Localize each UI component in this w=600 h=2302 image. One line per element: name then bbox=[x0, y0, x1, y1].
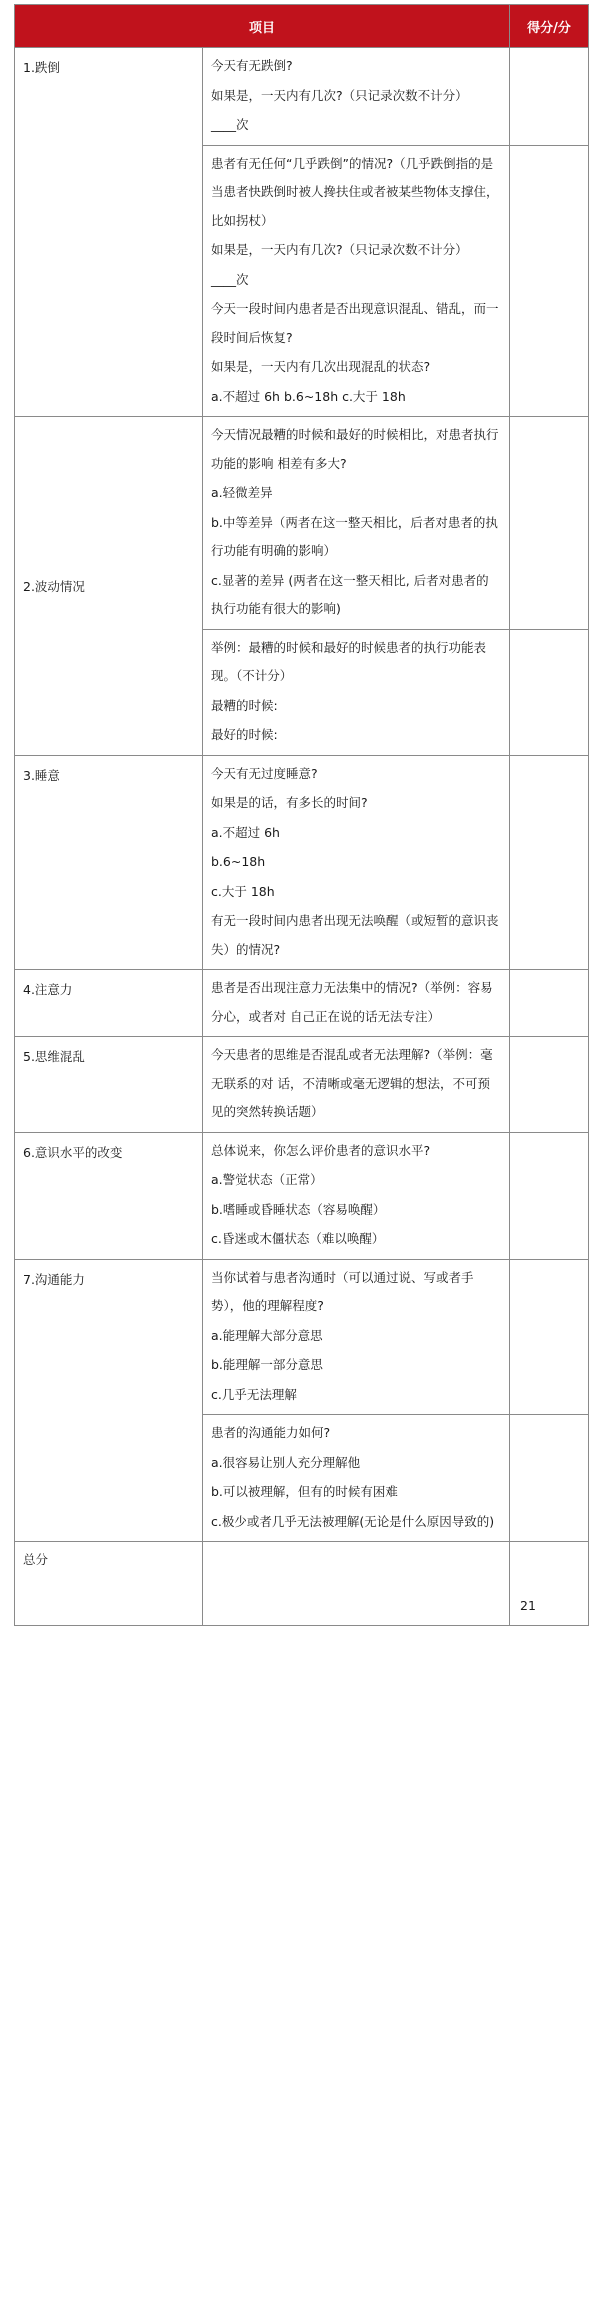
question-line: a.很容易让别人充分理解他 bbox=[211, 1454, 361, 1470]
question-line: a.警觉状态（正常） bbox=[211, 1172, 323, 1187]
question-line: b.能理解一部分意思 bbox=[211, 1357, 323, 1372]
score-cell bbox=[510, 970, 589, 1037]
total-row bbox=[15, 1542, 589, 1626]
table-header-row bbox=[15, 5, 589, 48]
question-line: ____次 bbox=[211, 117, 249, 132]
total-score-value: 21 bbox=[520, 1598, 536, 1613]
question-line: 如果是，一天内有几次出现混乱的状态? bbox=[211, 359, 431, 374]
question-cell bbox=[203, 1132, 510, 1259]
category-cell: 4.注意力 bbox=[15, 970, 203, 1037]
table-body bbox=[15, 48, 589, 1626]
question-cell bbox=[203, 145, 510, 417]
question-line: b.6~18h bbox=[211, 854, 266, 869]
category-cell: 6.意识水平的改变 bbox=[15, 1132, 203, 1259]
question-cell bbox=[203, 48, 510, 146]
question-line: c.昏迷或木僵状态（难以唤醒） bbox=[211, 1231, 385, 1246]
category-cell: 3.睡意 bbox=[15, 755, 203, 970]
table-row bbox=[15, 1132, 589, 1259]
table-row bbox=[15, 1037, 589, 1133]
question-line: 当你试着与患者沟通时（可以通过说、写或者手势），他的理解程度? bbox=[211, 1269, 474, 1313]
category-cell: 1.跌倒 bbox=[15, 48, 203, 417]
total-label: 总分 bbox=[15, 1542, 203, 1626]
table-row bbox=[15, 48, 589, 146]
table-row bbox=[15, 755, 589, 970]
question-line: c.大于 18h bbox=[211, 883, 275, 899]
question-line: 患者有无任何“几乎跌倒”的情况?（几乎跌倒指的是当患者快跌倒时被人搀扶住或者被某些物体支撑住，比如拐杖） bbox=[211, 155, 499, 228]
question-line: ____次 bbox=[211, 271, 249, 287]
question-line: b.可以被理解，但有的时候有困难 bbox=[211, 1484, 398, 1499]
score-cell bbox=[510, 1132, 589, 1259]
header-item: 项目 bbox=[15, 5, 510, 48]
question-line: 今天一段时间内患者是否出现意识混乱、错乱，而一段时间后恢复? bbox=[211, 301, 499, 345]
question-line: c.显著的差异 (两者在这一整天相比, 后者对患者的执行功能有很大的影响) bbox=[211, 572, 489, 616]
question-cell bbox=[203, 1259, 510, 1415]
table-row bbox=[15, 970, 589, 1037]
total-score-cell bbox=[510, 1542, 589, 1626]
score-cell bbox=[510, 629, 589, 755]
question-cell bbox=[203, 970, 510, 1037]
question-cell bbox=[203, 417, 510, 630]
question-line: 今天患者的思维是否混乱或者无法理解?（举例：毫无联系的对 话，不清晰或毫无逻辑的想法，不可预见的突然转换话题） bbox=[211, 1047, 493, 1119]
question-line: c.几乎无法理解 bbox=[211, 1386, 297, 1402]
question-line: 患者是否出现注意力无法集中的情况?（举例：容易分心，或者对 自己正在说的话无法专注） bbox=[211, 980, 493, 1024]
question-line: 今天有无跌倒? bbox=[211, 58, 293, 73]
score-cell bbox=[510, 1037, 589, 1133]
question-line: 总体说来，你怎么评价患者的意识水平? bbox=[211, 1142, 431, 1158]
score-cell bbox=[510, 755, 589, 970]
question-line: 举例：最糟的时候和最好的时候患者的执行功能表现。（不计分） bbox=[211, 639, 487, 683]
category-cell: 5.思维混乱 bbox=[15, 1037, 203, 1133]
question-line: 今天情况最糟的时候和最好的时候相比，对患者执行功能的影响 相差有多大? bbox=[211, 427, 499, 471]
question-line: 如果是，一天内有几次?（只记录次数不计分） bbox=[211, 242, 468, 257]
score-cell bbox=[510, 48, 589, 146]
category-cell: 7.沟通能力 bbox=[15, 1259, 203, 1542]
question-line: 患者的沟通能力如何? bbox=[211, 1425, 331, 1440]
question-cell bbox=[203, 755, 510, 970]
question-line: a.不超过 6h b.6~18h c.大于 18h bbox=[211, 388, 406, 404]
question-line: a.能理解大部分意思 bbox=[211, 1327, 323, 1343]
question-line: 最好的时候: bbox=[211, 727, 278, 742]
question-line: b.嗜睡或昏睡状态（容易唤醒） bbox=[211, 1201, 386, 1217]
category-cell: 2.波动情况 bbox=[15, 417, 203, 756]
question-line: a.不超过 6h bbox=[211, 824, 280, 840]
question-line: b.中等差异（两者在这一整天相比，后者对患者的执行功能有明确的影响） bbox=[211, 514, 498, 558]
score-cell bbox=[510, 1259, 589, 1415]
question-cell bbox=[203, 1037, 510, 1133]
assessment-sheet bbox=[14, 4, 588, 1626]
question-line: 今天有无过度睡意? bbox=[211, 765, 318, 781]
assessment-table bbox=[14, 4, 589, 1626]
table-row bbox=[15, 417, 589, 630]
question-line: 如果是，一天内有几次?（只记录次数不计分） bbox=[211, 87, 468, 103]
question-line: 有无一段时间内患者出现无法唤醒（或短暂的意识丧失）的情况? bbox=[211, 913, 499, 957]
question-line: 如果是的话，有多长的时间? bbox=[211, 795, 368, 810]
question-line: 最糟的时候: bbox=[211, 697, 278, 713]
table-row bbox=[15, 1259, 589, 1415]
question-cell bbox=[203, 629, 510, 755]
header-score: 得分/分 bbox=[510, 5, 589, 48]
score-cell bbox=[510, 1415, 589, 1542]
score-cell bbox=[510, 145, 589, 417]
question-line: a.轻微差异 bbox=[211, 485, 273, 500]
score-cell bbox=[510, 417, 589, 630]
total-blank-cell bbox=[203, 1542, 510, 1626]
question-line: c.极少或者几乎无法被理解(无论是什么原因导致的) bbox=[211, 1513, 495, 1529]
question-cell bbox=[203, 1415, 510, 1542]
